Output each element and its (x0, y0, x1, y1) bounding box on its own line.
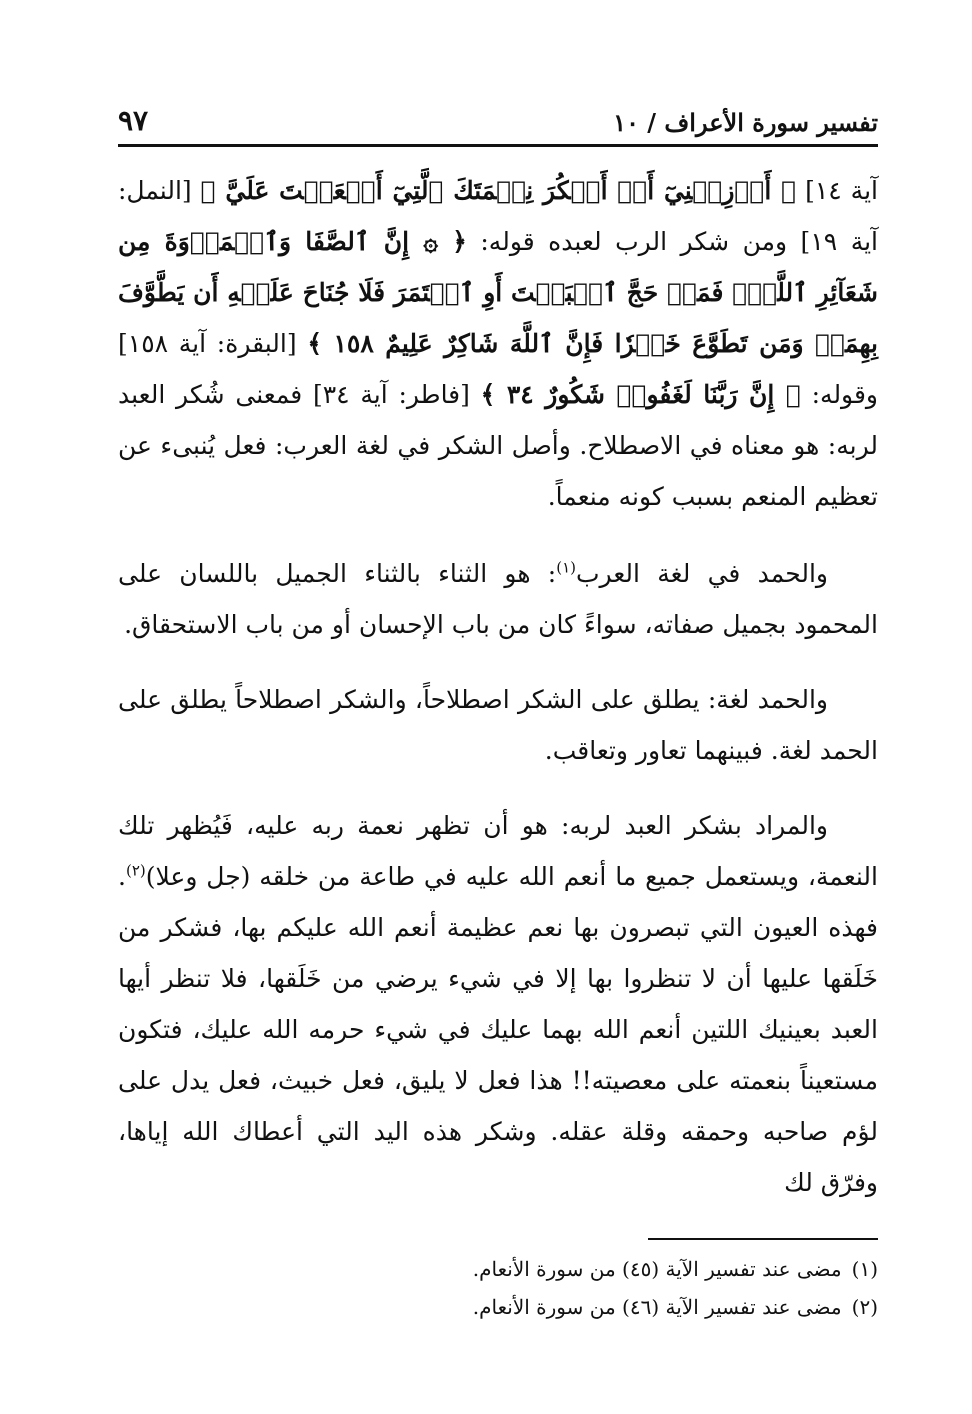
paragraph-3: والحمد لغة: يطلق على الشكر اصطلاحاً، والشكر اصطلاحاً يطلق على الحمد لغة. فبينهما تعاور وتعاقب. (118, 685, 878, 765)
footnote-divider (648, 1238, 878, 1240)
footnote-2 (118, 1288, 878, 1326)
text-segment: والحمد في لغة العرب (576, 559, 828, 588)
quran-quote-naml: ﴿ أَوۡزِعۡنِيٓ أَنۡ أَشۡكُرَ نِعۡمَتَكَ ٱلَّتِيٓ أَنۡعَمۡتَ عَلَيَّ ﴾ (200, 176, 797, 205)
text-segment: آية ١٤] (796, 176, 878, 205)
header-title: تفسير سورة الأعراف / ١٠ (613, 108, 878, 137)
text-segment: : هو الثناء بالثناء الجميل باللسان على المحمود بجميل صفاته، سواءً كان من باب الإحسان أو من باب الاستحقاق. (118, 559, 878, 639)
footnote-number: (٢) (851, 1295, 878, 1319)
page-number: ٩٧ (118, 104, 149, 137)
text-segment: [البقرة: آية ١٥٨] وقوله: (118, 329, 878, 409)
text-segment: . فهذه العيون التي تبصرون بها نعم عظيمة أنعم الله عليكم بها، فشكر من خَلَقها عليها أن لا تنظروا بها إلا في شيء يرضي من خَلَقها، فلا تنظر أيها العبد بعينيك اللتين أنعم الله بهما عليك في شيء حرمه الله عليك، فتكون مستعيناً بنعمته على معصيته!! هذا فعل لا يليق، فعل خبيث، فعل يدل على لؤم صاحبه وحمقه وقلة عقله. وشكر هذه اليد التي أعطاك الله إياها، وفرّق لك (118, 862, 878, 1197)
text-segment: والمراد بشكر العبد لربه: هو أن تظهر نعمة ربه عليه، فَيُظهر تلك النعمة، ويستعمل جميع ما أنعم الله عليه في طاعة من خلقه (جل وعلا) (118, 811, 878, 891)
text-segment: [فاطر: آية ٣٤] فمعنى شُكر العبد لربه: هو معناه في الاصطلاح. وأصل الشكر في لغة العرب: فعل يُنبىء عن تعظيم المنعم بسبب كونه منعماً. (118, 380, 878, 511)
text-segment: [النمل: آية ١٩] ومن شكر الرب لعبده قوله: (118, 176, 878, 256)
footnotes (118, 1250, 878, 1326)
running-header (118, 100, 878, 147)
quran-quote-fatir: ﴿ إِنَّ رَبَّنَا لَغَفُورٞ شَكُورٌ ٣٤ ﴾ (480, 380, 801, 409)
paragraph-4 (118, 800, 878, 1208)
footnote-ref[interactable]: (١) (556, 558, 577, 577)
paragraph-2 (118, 548, 878, 650)
body-text (118, 165, 878, 1208)
footnote-ref[interactable]: (٢) (125, 861, 146, 880)
footnote-text: مضى عند تفسير الآية (٤٦) من سورة الأنعام. (472, 1295, 842, 1319)
paragraph-1 (118, 165, 878, 522)
footnote-1 (118, 1250, 878, 1288)
footnote-text: مضى عند تفسير الآية (٤٥) من سورة الأنعام. (472, 1257, 842, 1281)
footnote-number: (١) (851, 1257, 878, 1281)
book-page (118, 100, 878, 1326)
quran-quote-baqara: ﴿ ۞ إِنَّ ٱلصَّفَا وَٱلۡمَرۡوَةَ مِن شَعَآئِرِ ٱللَّهِۖ فَمَنۡ حَجَّ ٱلۡبَيۡتَ أَوِ ٱعۡتَمَرَ فَلَا جُنَاحَ عَلَيۡهِ أَن يَطَّوَّفَ بِهِمَاۚ وَمَن تَطَوَّعَ خَيۡرٗا فَإِنَّ ٱللَّهَ شَاكِرٌ عَلِيمٌ ١٥٨ ﴾ (118, 227, 878, 358)
